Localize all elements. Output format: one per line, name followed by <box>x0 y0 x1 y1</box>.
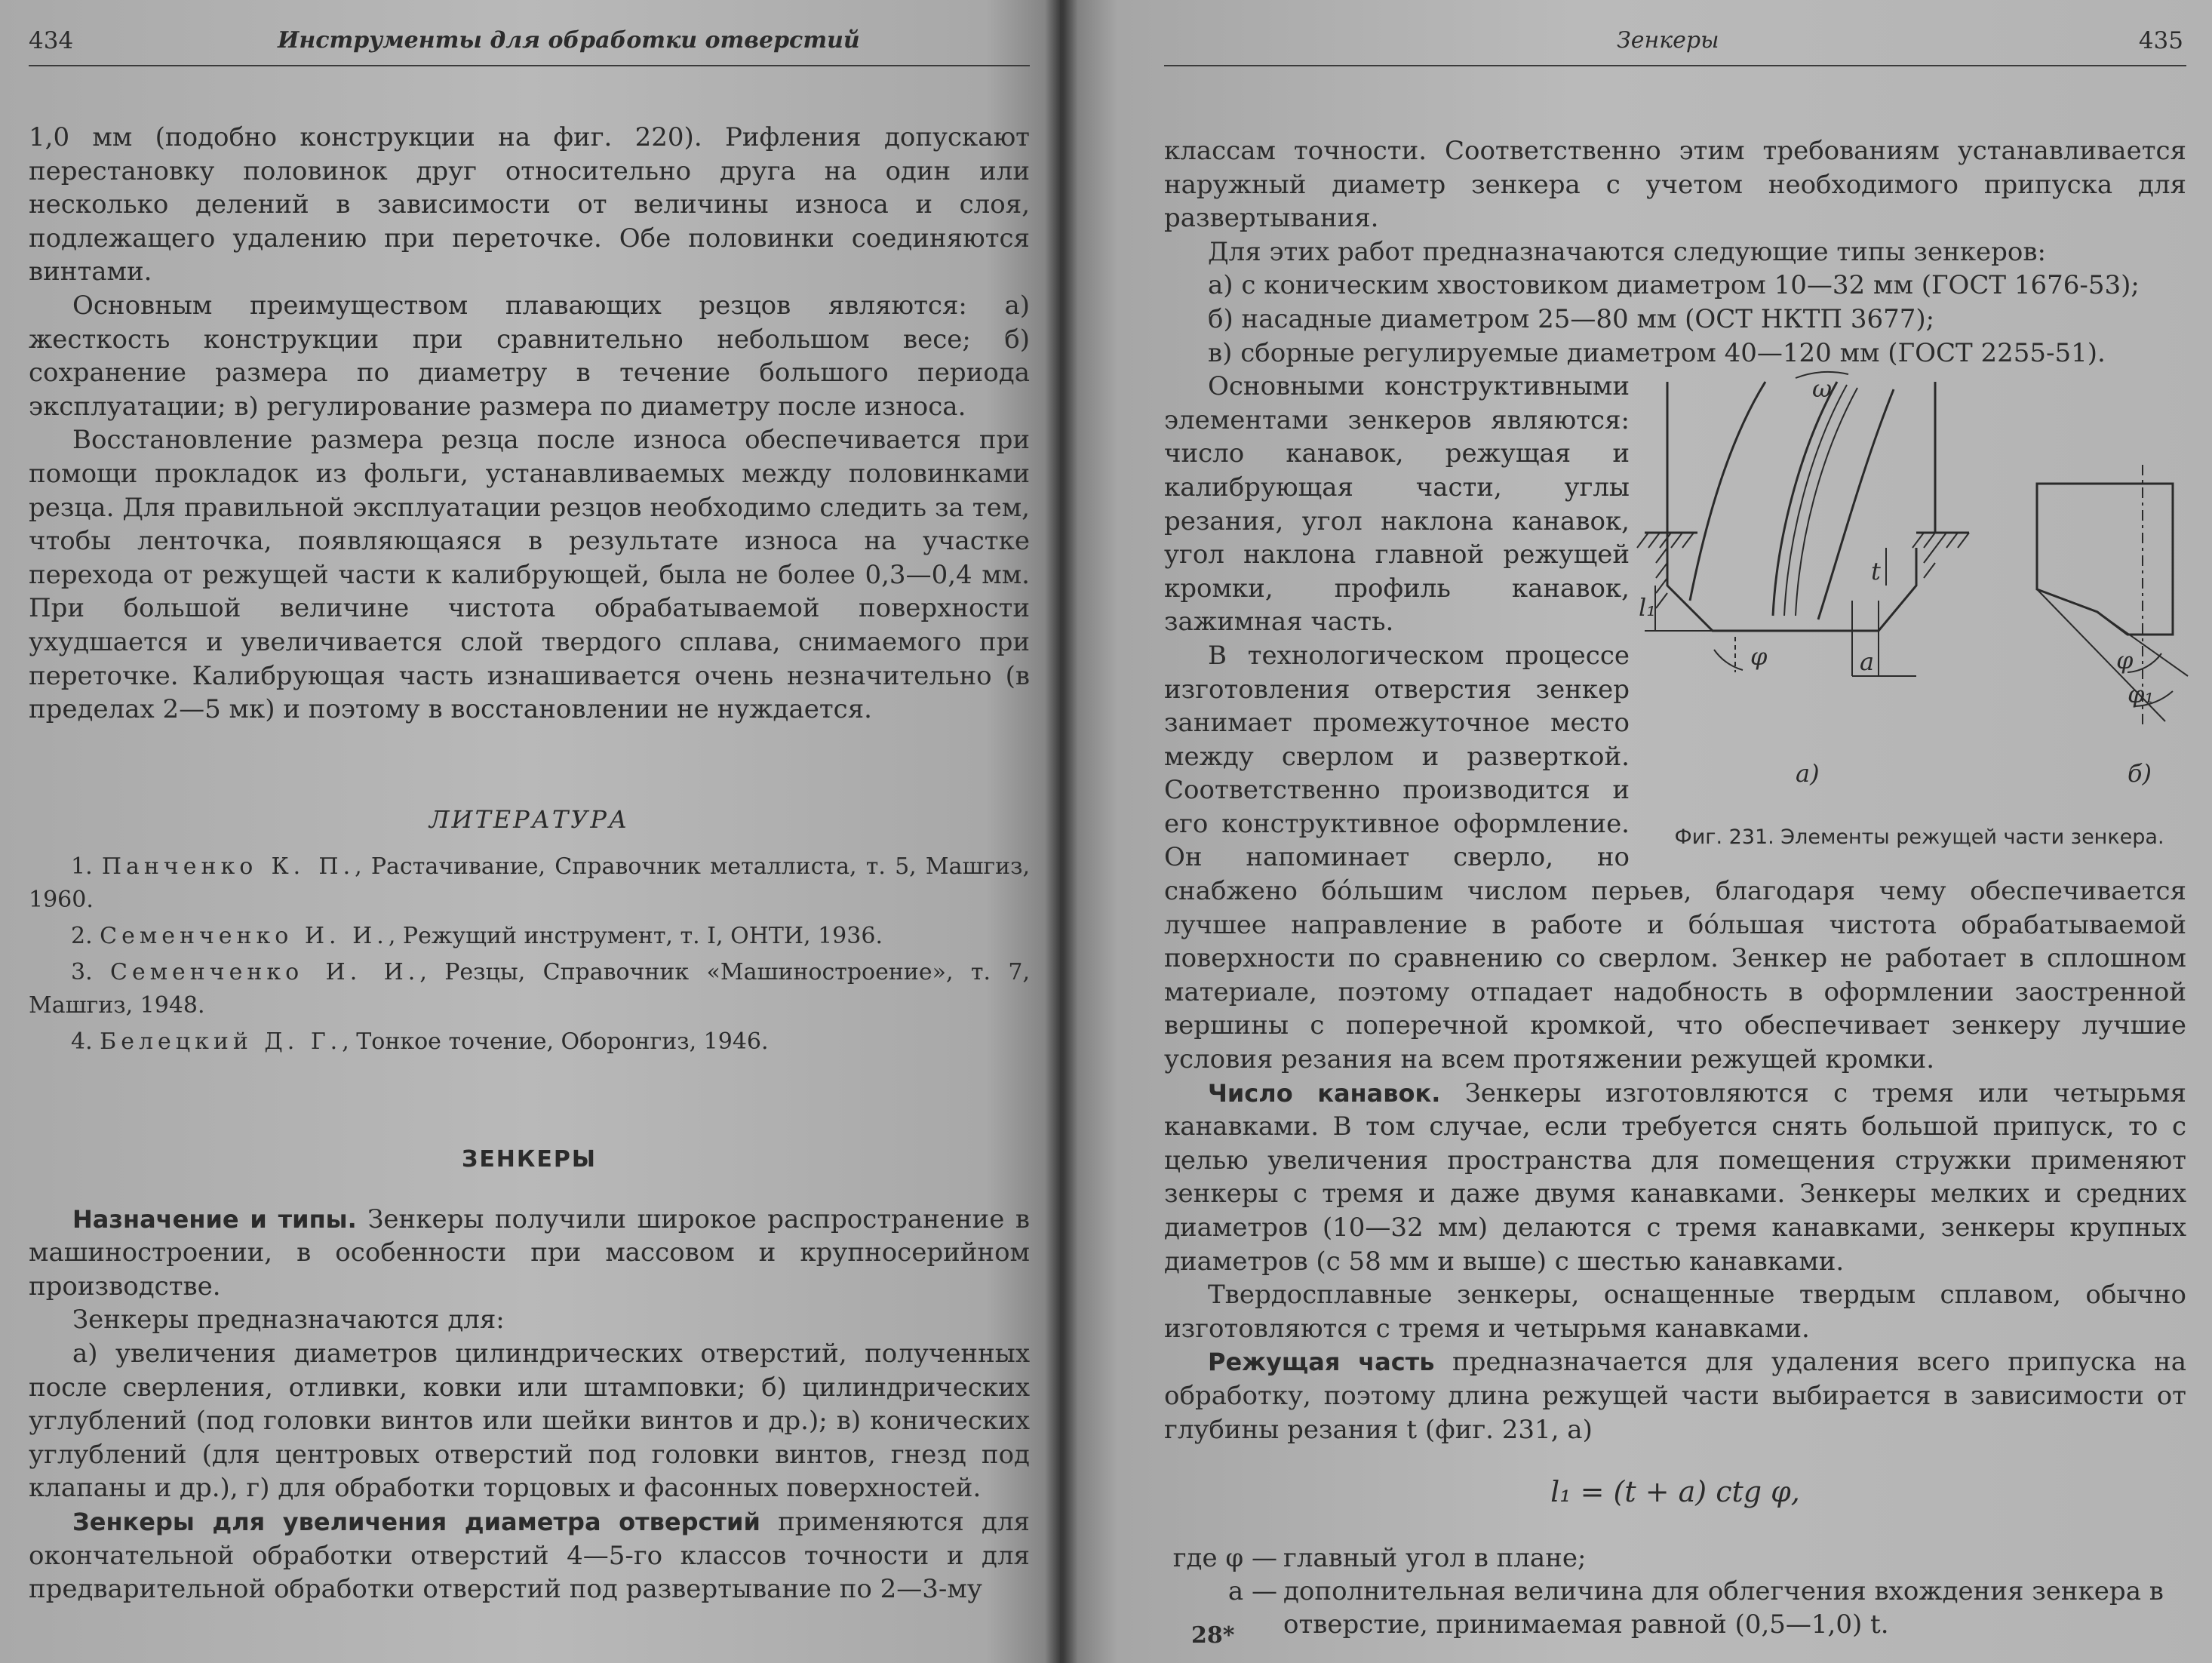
formula: l₁ = (t + a) ctg φ, <box>1550 1475 1800 1509</box>
paragraph: а) увеличения диаметров цилиндрических отверстий, полученных после сверления, отливки, ковки или штамповки; б) цилиндрических углублений (под головки винтов или шейки винтов и др.); в) конических углублений (для центровых отверстий под головки винтов, гнезд под клапаны и др.), г) для обработки торцовых и фасонных поверхностей. <box>29 1339 1030 1504</box>
figure-label-omega: ω <box>1812 374 1833 404</box>
right-page <box>1060 0 2212 1663</box>
paragraph: Восстановление размера резца после износа обеспечивается при помощи прокладок из фольги, устанавливаемых между половинками резца. Для правильной эксплуатации резцов необходимо следить за тем, чтобы ленточка, появляющаяся в результате износа на участке перехода от режущей части к калибрующей, была не более 0,3—0,4 мм. При большой величине чистота обрабатываемой поверхности ухудшается и увеличивается слой твердого сплава, снимаемого при переточке. Калибрующая часть изнашивается очень незначительно (в пределах 2—5 мк) и поэтому в восстановлении не нуждается. <box>29 425 1030 725</box>
reference-item <box>29 850 1030 917</box>
paragraph <box>29 1203 1030 1304</box>
reference-list <box>29 850 1030 1059</box>
definition-row <box>1164 1542 2186 1575</box>
signature-mark: 28* <box>1191 1622 1235 1649</box>
figure-label-phi1: φ₁ <box>2128 680 2155 709</box>
figure-231 <box>1639 374 2194 857</box>
paragraph: Зенкеры предназначаются для: <box>72 1305 505 1336</box>
paragraph: В технологическом процессе изготовления отверстия зенкер занимает промежуточное место между сверлом и разверткой. Соответственно производится и его конструктивное оформление. Он напоминает сверло, но снабжено бо́льшим числом перьев, благодаря чему обеспечивается лучшее направление в работе и бо́льшая чистота обрабатываемой поверхности по сравнению со сверлом. Зенкер не работает в сплошном материале, поэтому отпадает надобность в оформлении заостренной вершины с поперечной кромкой, что обеспечивает зенкеру лучшие условия резания на всем протяжении режущей кромки. <box>1164 640 2186 1075</box>
reference-item <box>29 920 1030 953</box>
definition-symbol: где φ — <box>1172 1543 1277 1574</box>
paragraph: Основным преимуществом плавающих резцов являются: а) жесткость конструкции при сравнительно небольшом весе; б) сохранение размера по диаметру в течение большого периода эксплуатации; в) регулирование размера по диаметру после износа. <box>29 290 1030 422</box>
reference-author: Семенченко И. И. <box>110 958 420 985</box>
right-body <box>1164 134 2186 1446</box>
page-number: 434 <box>29 27 74 54</box>
reference-number: 3. <box>71 958 93 985</box>
paragraph <box>1164 1077 2186 1279</box>
paragraph: классам точности. Соответственно этим требованиям устанавливается наружный диаметр зенкера с учетом необходимого припуска для развертывания. <box>1164 136 2186 234</box>
paragraph <box>1164 1345 2186 1446</box>
list-item: б) насадные диаметром 25—80 мм (ОСТ НКТП 3677); <box>1208 303 1935 334</box>
reference-number: 4. <box>71 1028 93 1055</box>
reference-author: Панченко К. П. <box>101 853 355 880</box>
paragraph-text: Зенкеры изготовляются с тремя или четырьмя канавками. В том случае, если требуется снять большой припуск, то с целью увеличения пространства для помещения стружки применяют зенкеры с тремя и даже двумя канавками. Зенкеры мелких и средних диаметров (10—32 мм) делаются с тремя канавками, зенкеры крупных диаметров (с 58 мм и выше) с шестью канавками. <box>1164 1077 2187 1277</box>
reference-number: 1. <box>71 853 93 880</box>
reference-source: , Резцы, Справочник «Машиностроение», т. 7, Машгиз, 1948. <box>29 958 1030 1019</box>
right-running-head <box>1164 21 2186 66</box>
formula-definitions <box>1164 1542 2186 1641</box>
book-spine-shadow <box>1045 0 1078 1663</box>
paragraph-text: предназначается для удаления всего припуска на обработку, поэтому длина режущей части выбирается в зависимости от глубины резания t (фиг. 231, а) <box>1164 1347 2186 1445</box>
literature-heading: ЛИТЕРАТУРА <box>429 804 630 834</box>
reference-author: Белецкий Д. Г. <box>100 1028 343 1055</box>
definition-row <box>1164 1575 2186 1641</box>
run-in-heading: Режущая часть <box>1208 1348 1435 1377</box>
figure-label-t: t <box>1871 557 1881 586</box>
left-running-head <box>29 21 1030 66</box>
reference-source: , Растачивание, Справочник металлиста, т. 5, Машгиз, 1960. <box>29 853 1031 913</box>
reference-author: Семенченко И. И. <box>100 922 389 949</box>
list-item: а) с коническим хвостовиком диаметром 10—32 мм (ГОСТ 1676-53); <box>1208 270 2140 301</box>
paragraph: Для этих работ предназначаются следующие типы зенкеров: <box>1208 236 2046 267</box>
reference-source: , Тонкое точение, Оборонгиз, 1946. <box>342 1028 769 1055</box>
definition-text: главный угол в плане; <box>1283 1543 1587 1574</box>
paragraph <box>29 1505 1030 1606</box>
section-heading: ЗЕНКЕРЫ <box>462 1145 597 1173</box>
reamer-diagram <box>1639 374 2194 857</box>
zenker-intro <box>29 1203 1030 1606</box>
paragraph: 1,0 мм (подобно конструкции на фиг. 220). Рифления допускают перестановку половинок друг относительно друга на один или несколько делений в зависимости от величины износа и слоя, подлежащего удалению при переточке. Обе половинки соединяются винтами. <box>29 122 1030 287</box>
left-body <box>29 121 1030 727</box>
left-page <box>0 0 1060 1663</box>
reference-item <box>29 956 1030 1022</box>
running-title: Зенкеры <box>1617 27 1719 54</box>
reference-number: 2. <box>71 922 93 949</box>
figure-label-l1: l₁ <box>1639 593 1657 622</box>
definition-symbol: a — <box>1227 1576 1277 1607</box>
page-number: 435 <box>2138 27 2183 54</box>
paragraph-text: Зенкеры получили широкое распространение в машиностроении, в особенности при массовом и крупносерийном производстве. <box>29 1203 1031 1302</box>
paragraph-text: применяются для окончательной обработки отверстий 4—5-го классов точности и для предварительной обработки отверстий под развертывание по 2—3-му <box>29 1507 1031 1605</box>
figure-caption: Фиг. 231. Элементы режущей части зенкера. <box>1674 825 2164 849</box>
figure-label-phi-b: φ <box>2116 646 2134 675</box>
subfigure-label-b: б) <box>2128 759 2152 788</box>
run-in-heading: Зенкеры для увеличения диаметра отверстий <box>72 1508 760 1537</box>
reference-item <box>29 1025 1030 1059</box>
paragraph: Основными конструктивными элементами зенкеров являются: число канавок, режущая и калибрующая части, углы резания, угол наклона канавок, угол наклона главной режущей кромки, профиль канавок, зажимная часть. <box>1164 371 1630 638</box>
definition-text: дополнительная величина для облегчения вхождения зенкера в отверстие, принимаемая равной (0,5—1,0) t. <box>1283 1576 2164 1640</box>
run-in-heading: Число канавок. <box>1208 1078 1441 1108</box>
reference-source: , Режущий инструмент, т. I, ОНТИ, 1936. <box>388 922 883 949</box>
figure-label-a: a <box>1860 647 1875 677</box>
list-item: в) сборные регулируемые диаметром 40—120 мм (ГОСТ 2255-51). <box>1208 337 2106 368</box>
running-title: Инструменты для обработки отверстий <box>278 27 860 54</box>
run-in-heading: Назначение и типы. <box>72 1204 357 1234</box>
paragraph: Твердосплавные зенкеры, оснащенные твердым сплавом, обычно изготовляются с тремя и четырьмя канавками. <box>1164 1280 2186 1344</box>
figure-label-phi: φ <box>1750 642 1768 672</box>
subfigure-label-a: а) <box>1796 759 1820 788</box>
